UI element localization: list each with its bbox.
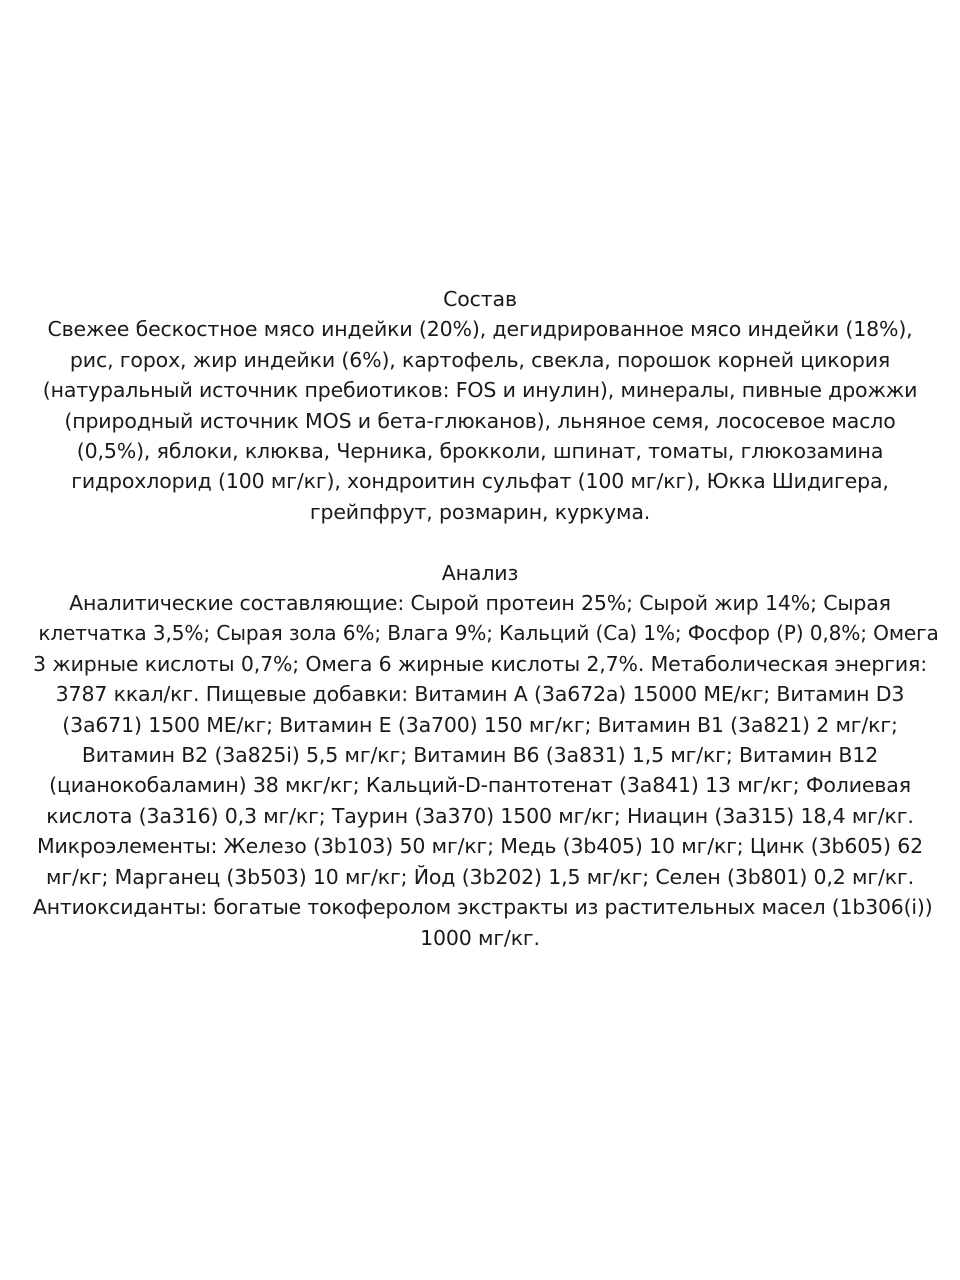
analysis-line: клетчатка 3,5%; Сырая зола 6%; Влага 9%; Кальций (Ca) 1%; Фосфор (P) 0,8%; Омега bbox=[38, 621, 939, 646]
analysis-line: 3787 ккал/кг. Пищевые добавки: Витамин А (3a672a) 15000 МЕ/кг; Витамин D3 bbox=[55, 682, 905, 707]
composition-line: Свежее бескостное мясо индейки (20%), дегидрированное мясо индейки (18%), bbox=[47, 317, 913, 342]
composition-title: Состав bbox=[443, 287, 517, 311]
analysis-line: 1000 мг/кг. bbox=[420, 925, 540, 950]
analysis-line: Антиоксиданты: богатые токоферолом экстракты из растительных масел (1b306(i)) bbox=[32, 895, 933, 920]
analysis-line: кислота (3a316) 0,3 мг/кг; Таурин (3a370) 1500 мг/кг; Ниацин (3a315) 18,4 мг/кг. bbox=[46, 803, 914, 828]
product-info-sheet bbox=[30, 284, 939, 953]
composition-line: (природный источник MOS и бета-глюканов), льняное семя, лососевое масло bbox=[64, 408, 896, 433]
analysis-line: Микроэлементы: Железо (3b103) 50 мг/кг; Медь (3b405) 10 мг/кг; Цинк (3b605) 62 bbox=[36, 834, 924, 859]
analysis-section bbox=[30, 558, 939, 953]
composition-line: гидрохлорид (100 мг/кг), хондроитин сульфат (100 мг/кг), Юкка Шидигера, bbox=[71, 469, 889, 494]
composition-line: (0,5%), яблоки, клюква, Черника, брокколи, шпинат, томаты, глюкозамина bbox=[76, 439, 884, 464]
analysis-line: (3a671) 1500 МЕ/кг; Витамин Е (3a700) 150 мг/кг; Витамин В1 (3a821) 2 мг/кг; bbox=[62, 712, 898, 737]
analysis-line: Аналитические составляющие: Сырой протеин 25%; Сырой жир 14%; Сырая bbox=[69, 591, 891, 616]
composition-section bbox=[30, 284, 930, 527]
analysis-line: мг/кг; Марганец (3b503) 10 мг/кг; Йод (3b202) 1,5 мг/кг; Селен (3b801) 0,2 мг/кг. bbox=[46, 864, 914, 889]
analysis-line: Витамин В2 (3a825i) 5,5 мг/кг; Витамин В6 (3a831) 1,5 мг/кг; Витамин В12 bbox=[81, 743, 879, 768]
composition-line: рис, горох, жир индейки (6%), картофель, свекла, порошок корней цикория bbox=[69, 347, 891, 372]
composition-line: грейпфрут, розмарин, куркума. bbox=[309, 499, 651, 524]
analysis-line: (цианокобаламин) 38 мкг/кг; Кальций-D-пантотенат (3a841) 13 мг/кг; Фолиевая bbox=[49, 773, 911, 798]
analysis-title: Анализ bbox=[441, 560, 519, 585]
composition-line: (натуральный источник пребиотиков: FOS и инулин), минералы, пивные дрожжи bbox=[42, 378, 918, 403]
analysis-line: 3 жирные кислоты 0,7%; Омега 6 жирные кислоты 2,7%. Метаболическая энергия: bbox=[33, 651, 927, 676]
